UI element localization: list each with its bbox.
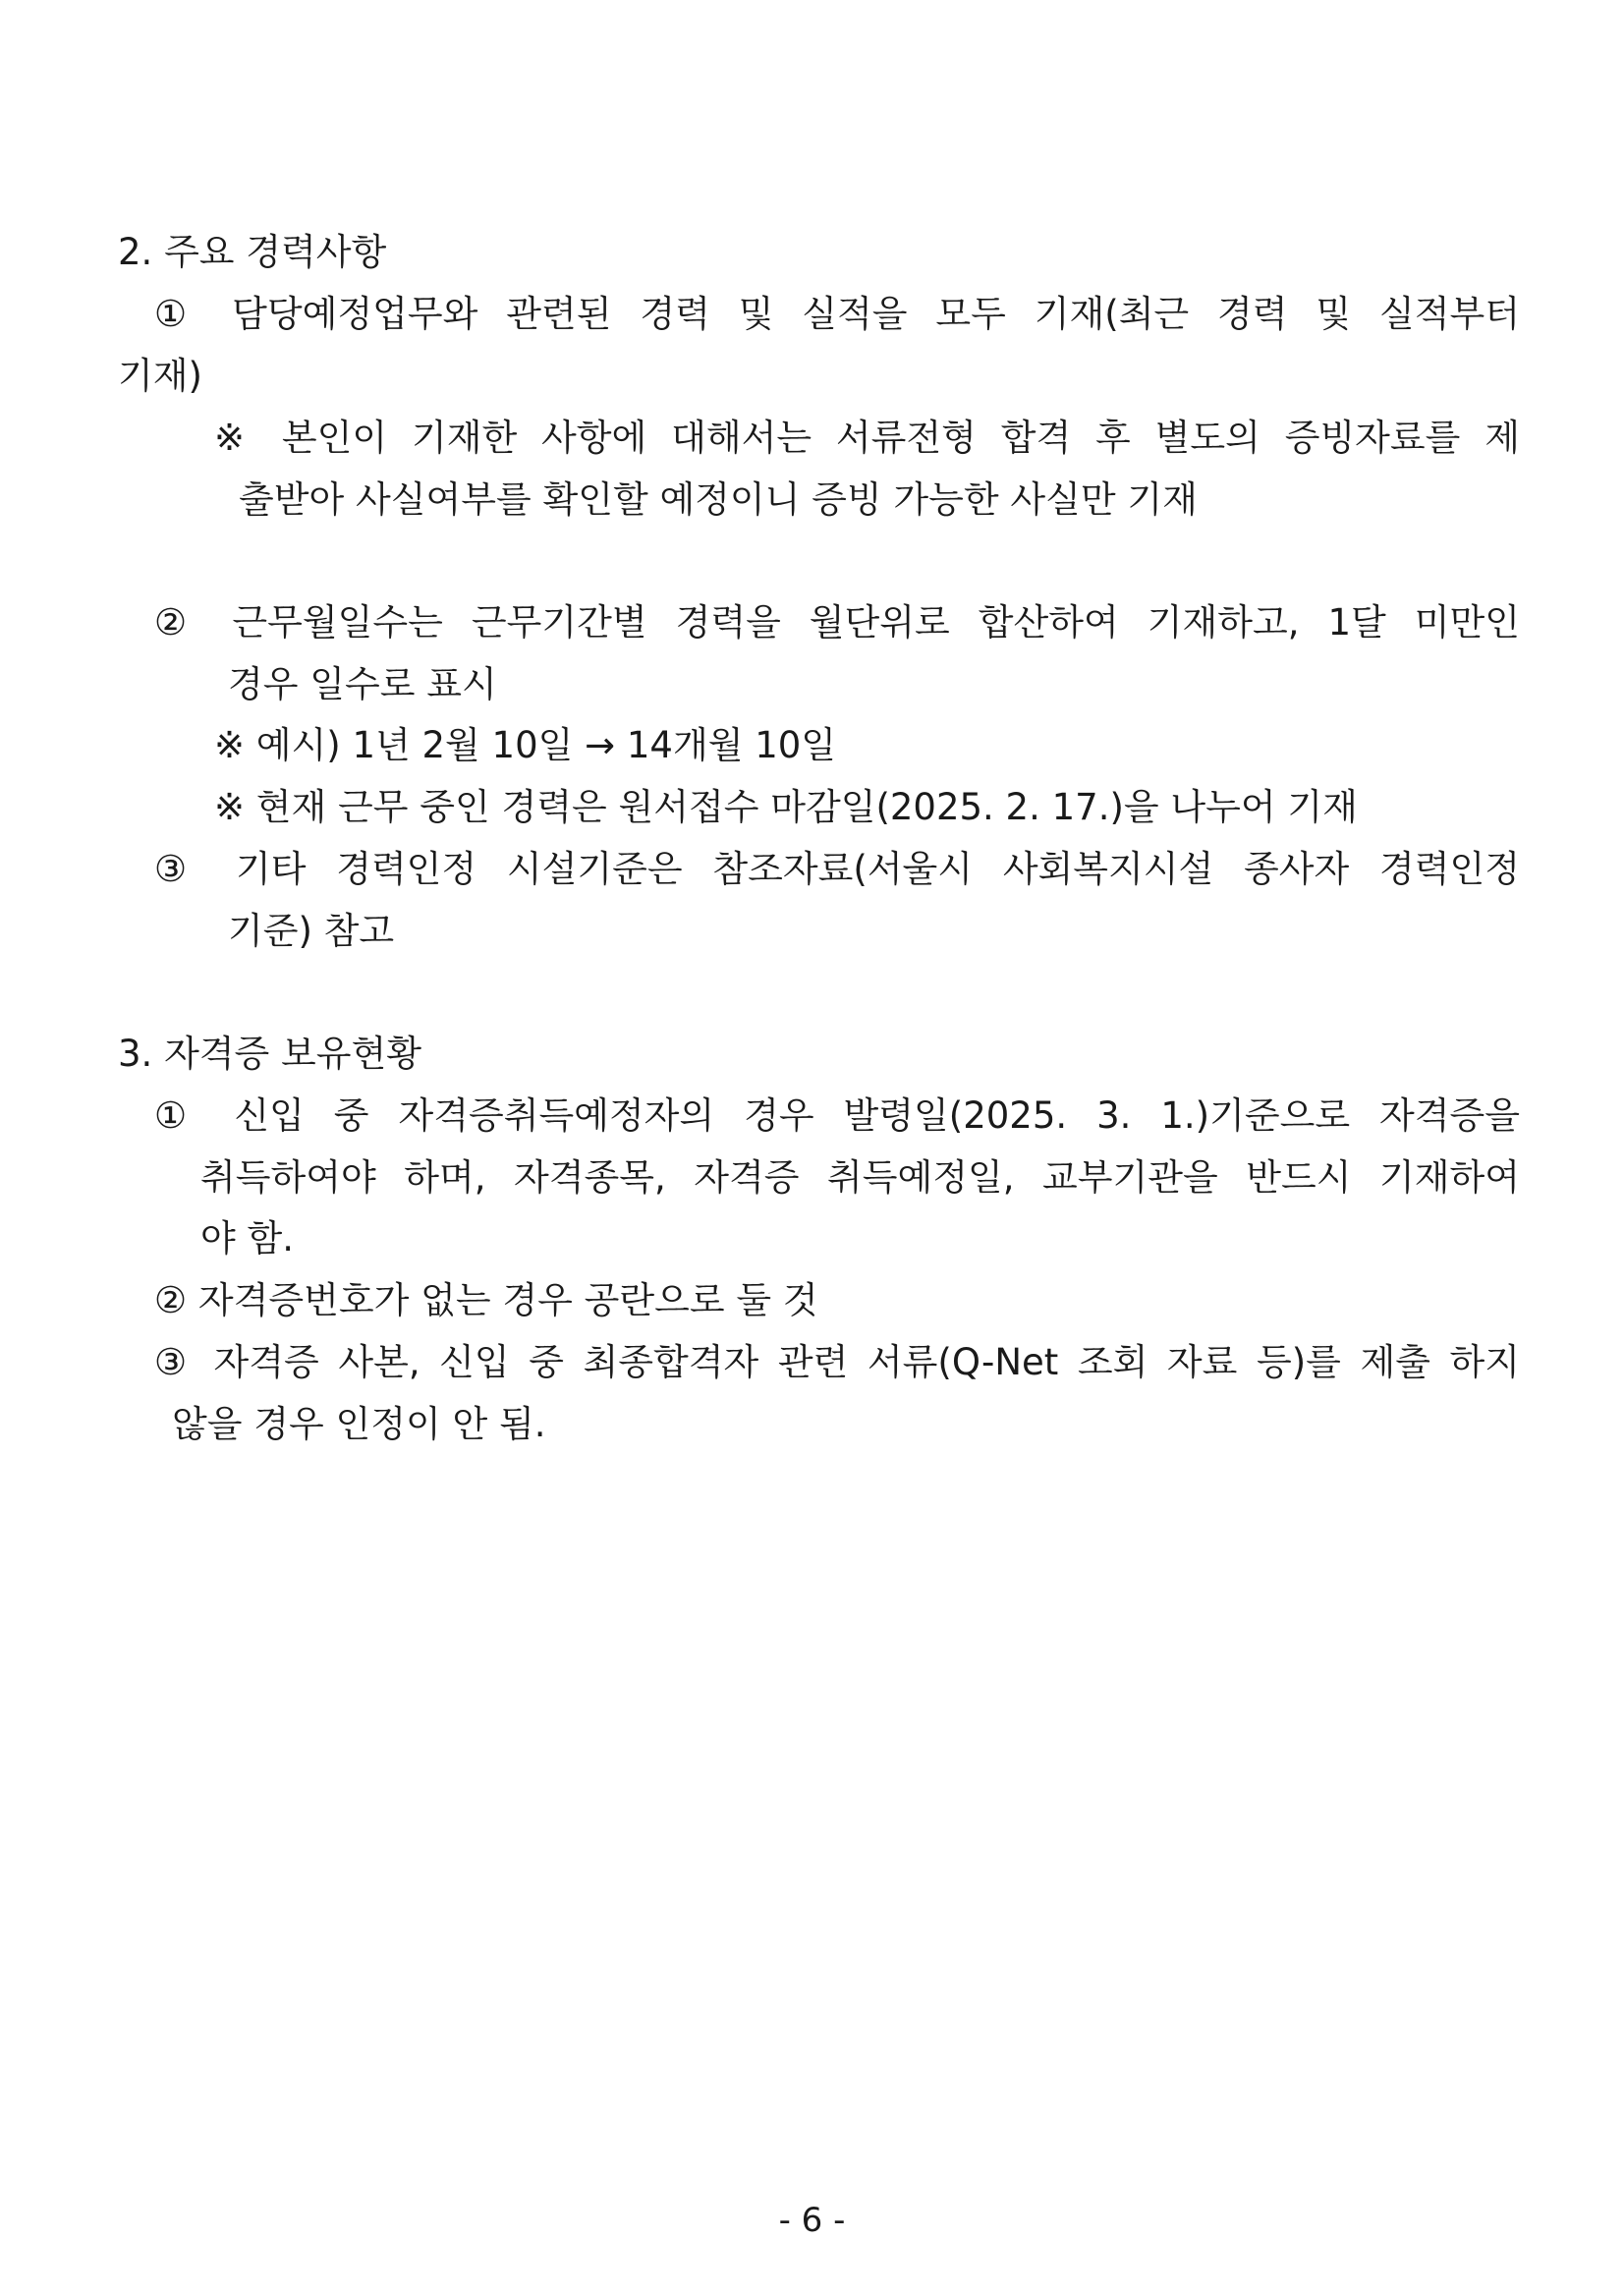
section-2-item-2-example: ※ 예시) 1년 2월 10일 → 14개월 10일	[214, 724, 837, 766]
section-3-item-1-line-2: 취득하여야 하며, 자격종목, 자격증 취득예정일, 교부기관을 반드시 기재하여	[200, 1156, 1520, 1199]
section-2-item-1-line-1: ① 담당예정업무와 관련된 경력 및 실적을 모두 기재(최근 경력 및 실적부터	[154, 293, 1520, 335]
section-2-heading: 2. 주요 경력사항	[118, 231, 387, 273]
section-2-item-3-line-2: 기준) 참고	[228, 910, 395, 952]
section-2-item-2-note: ※ 현재 근무 중인 경력은 원서접수 마감일(2025. 2. 17.)을 나누어 기재	[214, 786, 1358, 828]
section-3-item-3-line-2: 않을 경우 인정이 안 됨.	[172, 1403, 546, 1445]
section-2-item-1-note-line-2: 출받아 사실여부를 확인할 예정이니 증빙 가능한 사실만 기재	[239, 478, 1198, 521]
section-2-item-1-line-2: 기재)	[118, 355, 202, 397]
section-3-item-1-line-3: 야 함.	[200, 1217, 295, 1260]
section-3-heading: 3. 자격증 보유현황	[118, 1033, 422, 1075]
section-3-item-3-line-1: ③ 자격증 사본, 신입 중 최종합격자 관련 서류(Q-Net 조회 자료 등)를 제출 하지	[154, 1341, 1520, 1383]
section-3-item-2-line-1: ② 자격증번호가 없는 경우 공란으로 둘 것	[154, 1279, 818, 1321]
section-3-item-1-line-1: ① 신입 중 자격증취득예정자의 경우 발령일(2025. 3. 1.)기준으로 자격증을	[154, 1094, 1520, 1137]
section-2-item-2-line-2: 경우 일수로 표시	[228, 663, 497, 705]
section-2-item-3-line-1: ③ 기타 경력인정 시설기준은 참조자료(서울시 사회복지시설 종사자 경력인정	[154, 848, 1520, 890]
section-2-item-2-line-1: ② 근무월일수는 근무기간별 경력을 월단위로 합산하여 기재하고, 1달 미만인	[154, 601, 1520, 644]
section-2-item-1-note-line-1: ※ 본인이 기재한 사항에 대해서는 서류전형 합격 후 별도의 증빙자료를 제	[214, 417, 1520, 459]
page-number: - 6 -	[778, 2201, 846, 2240]
